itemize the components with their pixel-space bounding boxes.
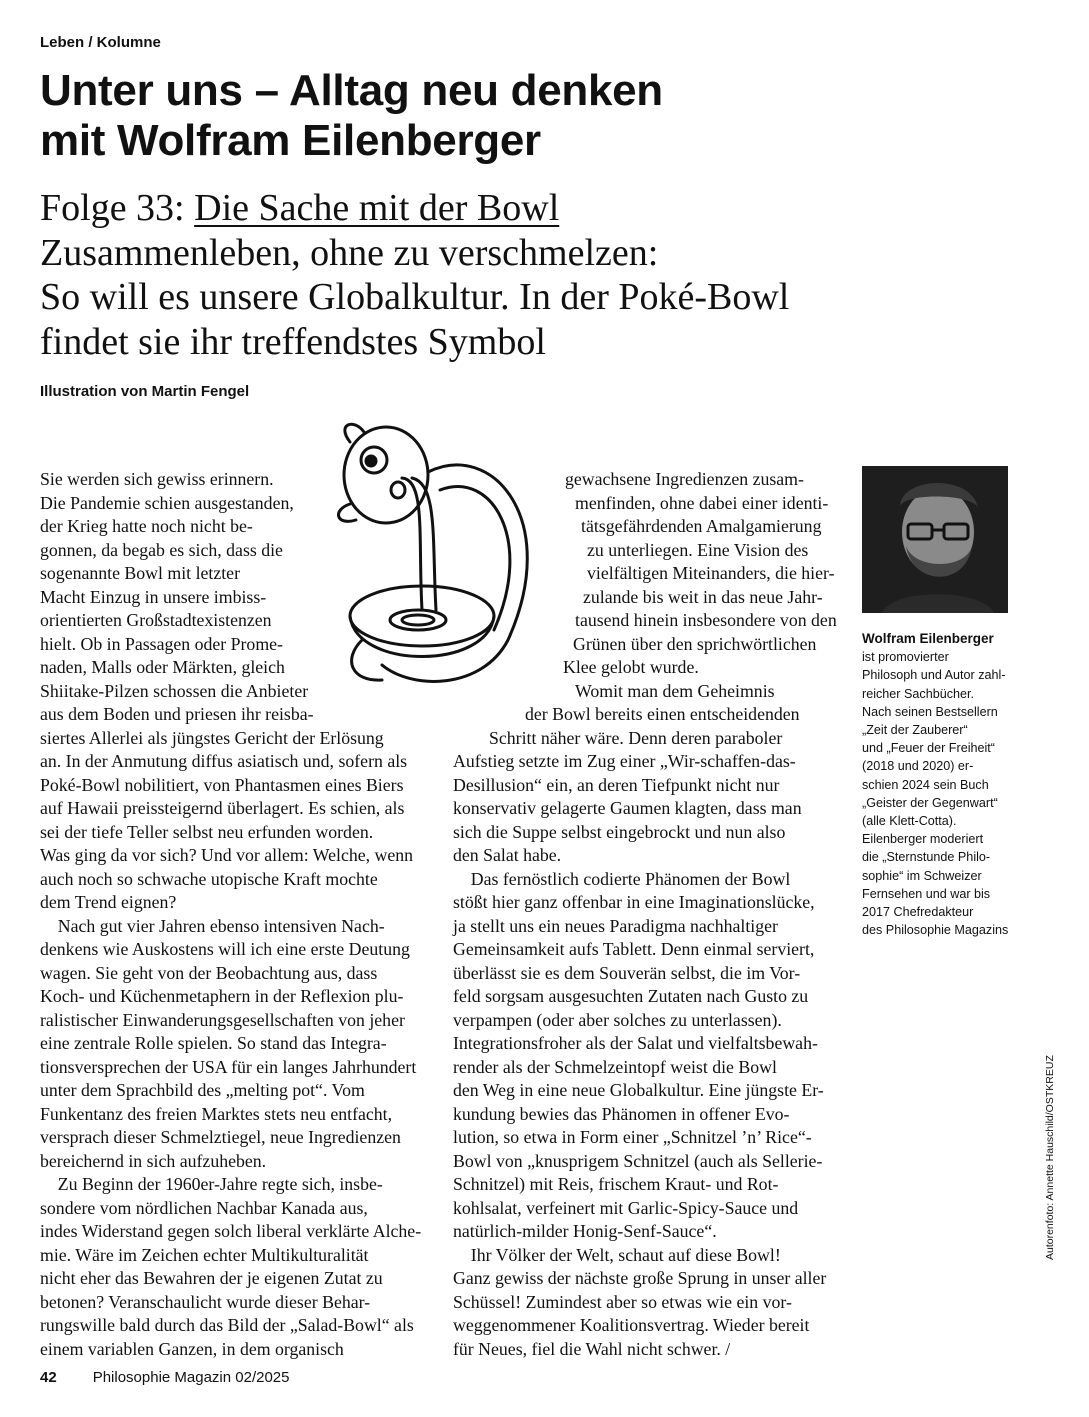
subtitle-line: Zusammenleben, ohne zu verschmelzen: (40, 231, 659, 274)
text-line: weggenommener Koalitionsvertrag. Wieder bereit (453, 1315, 810, 1335)
text-line: verpampen (oder aber solches zu unterlassen). (453, 1009, 782, 1030)
subtitle-line: findet sie ihr treffendstes Symbol (40, 320, 546, 363)
text-line: gonnen, da begab es sich, dass die (40, 539, 283, 560)
episode-title: Die Sache mit der Bowl (194, 187, 560, 229)
page-footer (40, 1369, 290, 1386)
article-column-2 (453, 468, 838, 1361)
text-line: Womit man dem Geheimnis (575, 680, 775, 701)
text-line: vielfältigen Miteinanders, die hier- (587, 563, 835, 583)
bio-line: Philosoph und Autor zahl- (862, 668, 1006, 683)
text-line: Zu Beginn der 1960er-Jahre regte sich, insbe- (40, 1174, 383, 1194)
text-line: ja stellt uns ein neues Paradigma nachhaltiger (453, 915, 778, 936)
text-line: konservativ gelagerte Gaumen klagten, dass man (453, 798, 802, 818)
text-line: auf Hawaii preissteigernd überlagert. Es schien, als (40, 798, 405, 818)
magazine-issue: Philosophie Magazin 02/2025 (92, 1369, 290, 1386)
bio-line: Fernsehen und war bis (862, 886, 991, 901)
text-line: rungswille bald durch das Bild der „Salad-Bowl“ als (40, 1315, 414, 1335)
bio-line: (2018 und 2020) er- (862, 759, 974, 774)
text-line: Sie werden sich gewiss erinnern. (40, 469, 274, 489)
text-line: natürlich-milder Honig-Senf-Sauce“. (453, 1221, 717, 1241)
bio-line: 2017 Chefredakteur (862, 905, 974, 920)
photo-credit: Autorenfoto: Annette Hauschild/OSTKREUZ (1044, 1055, 1056, 1260)
subtitle-line: So will es unsere Globalkultur. In der Poké-Bowl (40, 276, 790, 318)
text-line: Das fernöstlich codierte Phänomen der Bowl (453, 868, 791, 889)
bio-line: schien 2024 sein Buch (862, 777, 989, 792)
illustration-credit: Illustration von Martin Fengel (40, 383, 250, 400)
text-line: Grünen über den sprichwörtlichen (573, 633, 817, 654)
headline (40, 66, 840, 166)
bio-line: und „Feuer der Freiheit“ (862, 741, 995, 756)
text-line: Koch- und Küchenmetaphern in der Reflexion plu- (40, 986, 404, 1006)
text-line: Was ging da vor sich? Und vor allem: Welche, wenn (40, 845, 414, 865)
author-photo (862, 466, 1008, 613)
text-line: kundung bewies das Phänomen in offener Evo- (453, 1103, 790, 1124)
text-line: Funkentanz des freien Marktes stets neu entfacht, (40, 1103, 393, 1124)
text-line: tausend hinein insbesondere von den (575, 610, 837, 630)
text-line: den Salat habe. (453, 845, 562, 865)
text-line: zulande bis weit in das neue Jahr- (583, 586, 823, 607)
text-line: Poké-Bowl nobilitiert, von Phantasmen eines Biers (40, 774, 404, 795)
text-line: betonen? Veranschaulicht wurde dieser Behar- (40, 1291, 371, 1312)
text-line: Schnitzel) mit Reis, frischem Kraut- und Rot- (453, 1174, 779, 1194)
text-line: kohlsalat, verfeinert mit Garlic-Spicy-Sauce und (453, 1197, 799, 1218)
bio-line: ist promovierter (862, 650, 949, 665)
text-line: menfinden, ohne dabei einer identi- (575, 492, 829, 513)
text-line: render als der Schmelzeintopf weist die Bowl (453, 1056, 777, 1077)
bio-line: sophie“ im Schweizer (862, 868, 982, 883)
text-line: hielt. Ob in Passagen oder Prome- (40, 633, 283, 654)
text-line: stößt hier ganz offenbar in eine Imaginationslücke, (453, 892, 815, 912)
text-line: sei der tiefe Teller selbst neu erfunden worden. (40, 821, 374, 842)
headline-line: mit Wolfram Eilenberger (40, 116, 541, 165)
episode-line (40, 186, 900, 231)
text-line: Aufstieg setzte im Zug einer „Wir-schaffen-das- (453, 751, 796, 771)
text-line: aus dem Boden und priesen ihr reisba- (40, 704, 314, 724)
text-line: Macht Einzug in unsere imbiss- (40, 586, 267, 607)
page-number: 42 (40, 1369, 57, 1386)
text-line: Schritt näher wäre. Denn deren paraboler (489, 727, 783, 748)
text-line: ralistischer Einwanderungsgesellschaften von jeher (40, 1009, 405, 1030)
text-line: Ihr Völker der Welt, schaut auf diese Bowl! (453, 1244, 781, 1265)
text-line: Ganz gewiss der nächste große Sprung in unser aller (453, 1268, 827, 1288)
text-line: siertes Allerlei als jüngstes Gericht der Erlösung (40, 727, 384, 748)
text-line: naden, Malls oder Märkten, gleich (40, 657, 285, 677)
headline-line: Unter uns – Alltag neu denken (40, 66, 663, 115)
text-line: versprach dieser Schmelztiegel, neue Ingredienzen (40, 1127, 401, 1147)
text-line: eine zentrale Rolle spielen. So stand das Integra- (40, 1033, 387, 1053)
author-name: Wolfram Eilenberger (862, 631, 994, 646)
bio-line: die „Sternstunde Philo- (862, 850, 991, 865)
subtitle (40, 186, 900, 364)
text-line: überlässt sie es dem Souverän selbst, die im Vor- (453, 962, 801, 983)
text-line: Nach gut vier Jahren ebenso intensiven Nach- (40, 915, 385, 936)
bio-line: Eilenberger moderiert (862, 832, 984, 847)
text-line: dem Trend eignen? (40, 892, 177, 912)
bio-line: (alle Klett-Cotta). (862, 814, 957, 829)
text-line: an. In der Anmutung diffus asiatisch und, sofern als (40, 751, 408, 771)
text-line: mie. Wäre im Zeichen echter Multikulturalität (40, 1244, 369, 1265)
text-line: orientierten Großstadtexistenzen (40, 610, 272, 630)
text-line: Desillusion“ ein, an deren Tiefpunkt nicht nur (453, 774, 780, 795)
text-line: auch noch so schwache utopische Kraft mochte (40, 868, 378, 889)
text-line: nicht eher das Bewahren der je eigenen Zutat zu (40, 1268, 383, 1288)
episode-prefix: Folge 33: (40, 187, 195, 229)
author-bio (862, 630, 1037, 939)
bio-line: „Geister der Gegenwart“ (862, 795, 998, 810)
text-line: indes Widerstand gegen solch liberal verklärte Alche- (40, 1221, 422, 1241)
text-line: Klee gelobt wurde. (563, 657, 699, 677)
text-line: denkens wie Auskostens will ich eine erste Deutung (40, 939, 410, 959)
text-line: Integrationsfroher als der Salat und vielfaltsbewah- (453, 1033, 818, 1053)
bio-line: reicher Sachbücher. (862, 686, 975, 701)
text-line: sondere vom nördlichen Nachbar Kanada aus, (40, 1197, 368, 1218)
text-line: wagen. Sie geht von der Beobachtung aus, dass (40, 962, 378, 983)
text-line: tätsgefährdenden Amalgamierung (581, 516, 822, 536)
text-line: der Bowl bereits einen entscheidenden (525, 704, 800, 724)
text-line: Gemeinsamkeit aufs Tablett. Denn einmal serviert, (453, 939, 815, 959)
bio-line: „Zeit der Zauberer“ (862, 723, 968, 738)
bio-line: des Philosophie Magazins (862, 923, 1009, 938)
text-line: lution, so etwa in Form einer „Schnitzel ’n’ Rice“- (453, 1127, 812, 1147)
text-line: Bowl von „knusprigem Schnitzel (auch als Sellerie- (453, 1150, 823, 1171)
text-line: gewachsene Ingredienzen zusam- (565, 469, 804, 489)
text-line: der Krieg hatte noch nicht be- (40, 516, 253, 536)
section-label: Leben / Kolumne (40, 34, 161, 51)
bio-line: Nach seinen Bestsellern (862, 704, 998, 719)
article-column-1 (40, 468, 445, 1361)
text-line: tionsversprechen der USA für ein langes Jahrhundert (40, 1056, 417, 1077)
text-line: sich die Suppe selbst eingebrockt und nun also (453, 821, 786, 842)
text-line: unter dem Sprachbild des „melting pot“. Vom (40, 1080, 365, 1100)
text-line: Die Pandemie schien ausgestanden, (40, 492, 294, 513)
text-line: feld sorgsam ausgesuchten Zutaten nach Gusto zu (453, 986, 809, 1006)
text-line: Schüssel! Zumindest aber so etwas wie ein vor- (453, 1291, 792, 1312)
text-line: sogenannte Bowl mit letzter (40, 563, 240, 583)
text-line: den Weg in eine neue Globalkultur. Eine jüngste Er- (453, 1080, 824, 1100)
text-line: einem variablen Ganzen, in dem organisch (40, 1338, 344, 1359)
text-line: Shiitake-Pilzen schossen die Anbieter (40, 680, 309, 701)
text-line: für Neues, fiel die Wahl nicht schwer. / (453, 1338, 731, 1359)
text-line: bereichernd in sich aufzuheben. (40, 1150, 267, 1171)
text-line: zu unterliegen. Eine Vision des (587, 539, 809, 560)
